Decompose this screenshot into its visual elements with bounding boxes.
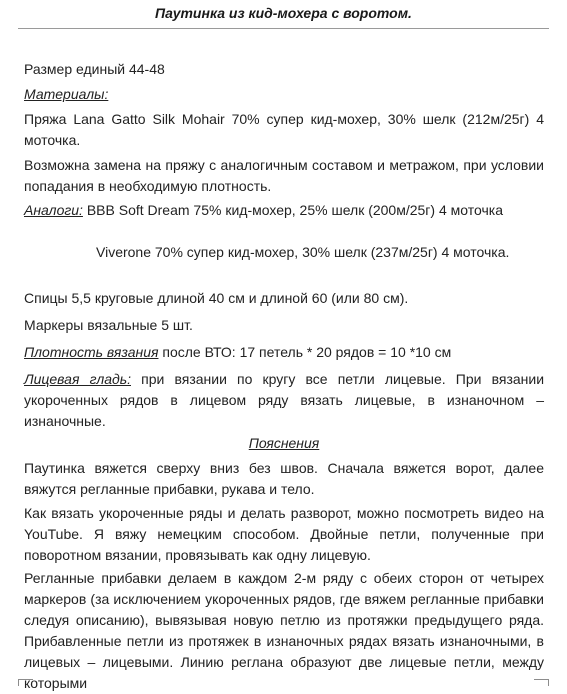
explanations-heading-label: Пояснения xyxy=(248,435,320,451)
analog-1-text: BBB Soft Dream 75% кид-мохер, 25% шелк (200м/25г) 4 моточка xyxy=(86,202,503,218)
analog-2-paragraph xyxy=(24,242,544,263)
needles-line: Спицы 5,5 круговые длиной 40 см и длиной 60 (или 80 см). xyxy=(24,290,409,306)
crop-mark-right xyxy=(534,679,549,686)
analog-1-paragraph xyxy=(24,200,544,221)
crop-mark-left xyxy=(18,679,33,686)
paragraph-3: Регланные прибавки делаем в каждом 2-м ряду с обеих сторон от четырех маркеров (за исключением укороченных рядов, где вяжем регланные прибавки следуя описанию), вывязывая новую петлю из протяжки предыдущего ряда. Прибавленные петли из протяжек в изнаночных рядах вязать изнаночными, в лицевых – лицевыми. Линию реглана образуют две лицевые петли, между которыми xyxy=(24,570,544,691)
gauge-line xyxy=(24,342,544,363)
yarn-line: Пряжа Lana Gatto Silk Mohair 70% супер кид-мохер, 30% шелк (212м/25г) 4 моточка. xyxy=(24,111,544,148)
size-line: Размер единый 44-48 xyxy=(24,61,165,77)
document-title: Паутинка из кид-мохера с воротом. xyxy=(155,5,412,21)
analog-2-text: Viverone 70% супер кид-мохер, 30% шелк (237м/25г) 4 моточка. xyxy=(96,244,510,260)
title-divider xyxy=(18,28,549,29)
materials-heading xyxy=(24,84,544,105)
replacement-line: Возможна замена на пряжу с аналогичным составом и метражом, при условии попадания в необходимую плотность. xyxy=(24,157,544,194)
materials-heading-label: Материалы: xyxy=(24,86,109,102)
gauge-text: после ВТО: 17 петель * 20 рядов = 10 *10 см xyxy=(162,344,452,360)
analogs-label: Аналоги: xyxy=(24,202,83,218)
stockinette-paragraph xyxy=(24,369,544,432)
stockinette-label: Лицевая гладь: xyxy=(24,371,131,387)
stockinette-text: при вязании по кругу все петли лицевые. При вязании укороченных рядов в лицевом ряду вязать лицевые, в изнаночном – изнаночные. xyxy=(24,371,545,429)
explanations-heading xyxy=(24,433,544,454)
paragraph-1: Паутинка вяжется сверху вниз без швов. Сначала вяжется ворот, далее вяжутся регланные прибавки, рукава и тело. xyxy=(24,460,544,497)
gauge-label: Плотность вязания xyxy=(24,344,159,360)
markers-line: Маркеры вязальные 5 шт. xyxy=(24,317,193,333)
paragraph-2: Как вязать укороченные ряды и делать разворот, можно посмотреть видео на YouTube. Я вяжу немецким способом. Двойные петли, полученные при поворотном вязании, провязывать как одну лицевую. xyxy=(24,505,544,563)
